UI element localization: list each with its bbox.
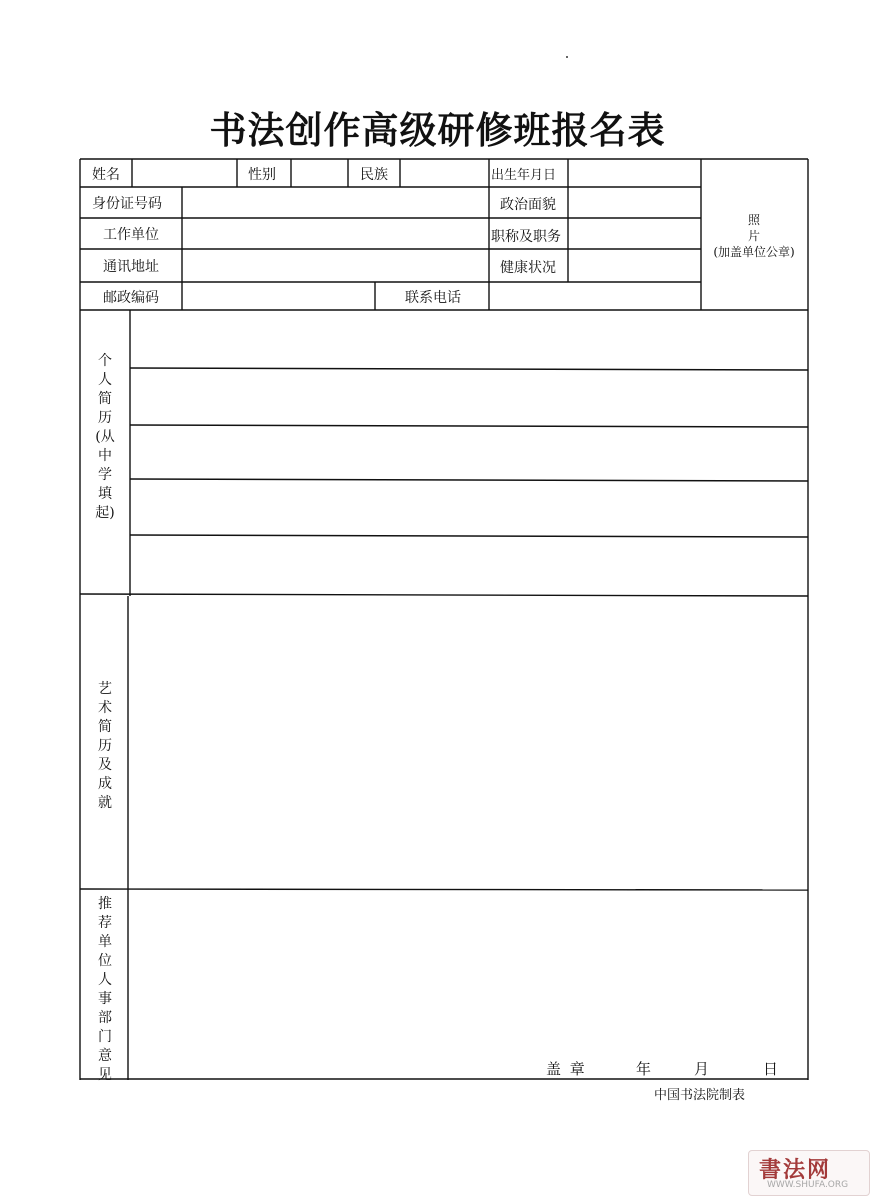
site-watermark	[748, 1150, 870, 1196]
politics-label: 政治面貌	[500, 197, 556, 213]
recommend-section-label: 推荐单位人事部门意见	[98, 896, 112, 1083]
month-label: 月	[694, 1060, 712, 1078]
seal-label: 盖 章	[546, 1060, 587, 1078]
ethnicity-label: 民族	[360, 167, 388, 183]
ethnicity-field[interactable]	[401, 160, 488, 186]
photo-box[interactable]	[701, 212, 807, 260]
name-field[interactable]	[133, 160, 236, 186]
form-maker: 中国书法院制表	[654, 1088, 746, 1103]
year-label: 年	[636, 1060, 654, 1078]
title-field[interactable]	[569, 219, 700, 248]
birth-field[interactable]	[569, 160, 700, 186]
form-title: 书法创作高级研修班报名表	[209, 108, 666, 152]
photo-label-2: 片	[747, 229, 760, 243]
work-field[interactable]	[183, 219, 488, 248]
title-label: 职称及职务	[491, 229, 561, 245]
name-label: 姓名	[92, 167, 120, 183]
address-field[interactable]	[183, 250, 488, 281]
postcode-field[interactable]	[183, 283, 374, 309]
health-field[interactable]	[569, 250, 700, 281]
watermark-url: WWW.SHUFA.ORG	[767, 1180, 849, 1190]
politics-field[interactable]	[569, 188, 700, 217]
resume-field[interactable]	[131, 311, 807, 594]
id-label: 身份证号码	[92, 196, 162, 212]
art-section-label: 艺术简历及成就	[98, 681, 112, 811]
birth-label: 出生年月日	[491, 168, 557, 183]
health-label: 健康状况	[500, 260, 556, 276]
gender-label: 性别	[248, 167, 276, 183]
postcode-label: 邮政编码	[103, 290, 159, 306]
photo-label-1: 照	[747, 213, 760, 227]
watermark-logo: 書法网	[759, 1157, 832, 1183]
phone-field[interactable]	[490, 283, 700, 309]
day-label: 日	[763, 1060, 781, 1078]
resume-section-label: 个人简历(从中学填起)	[95, 353, 115, 521]
address-label: 通讯地址	[103, 259, 159, 275]
phone-label: 联系电话	[405, 290, 461, 306]
gender-field[interactable]	[292, 160, 347, 186]
photo-note: (加盖单位公章)	[713, 245, 795, 259]
art-field[interactable]	[129, 597, 807, 888]
work-label: 工作单位	[103, 227, 159, 243]
recommend-field[interactable]	[129, 891, 807, 1056]
id-field[interactable]	[183, 188, 488, 217]
